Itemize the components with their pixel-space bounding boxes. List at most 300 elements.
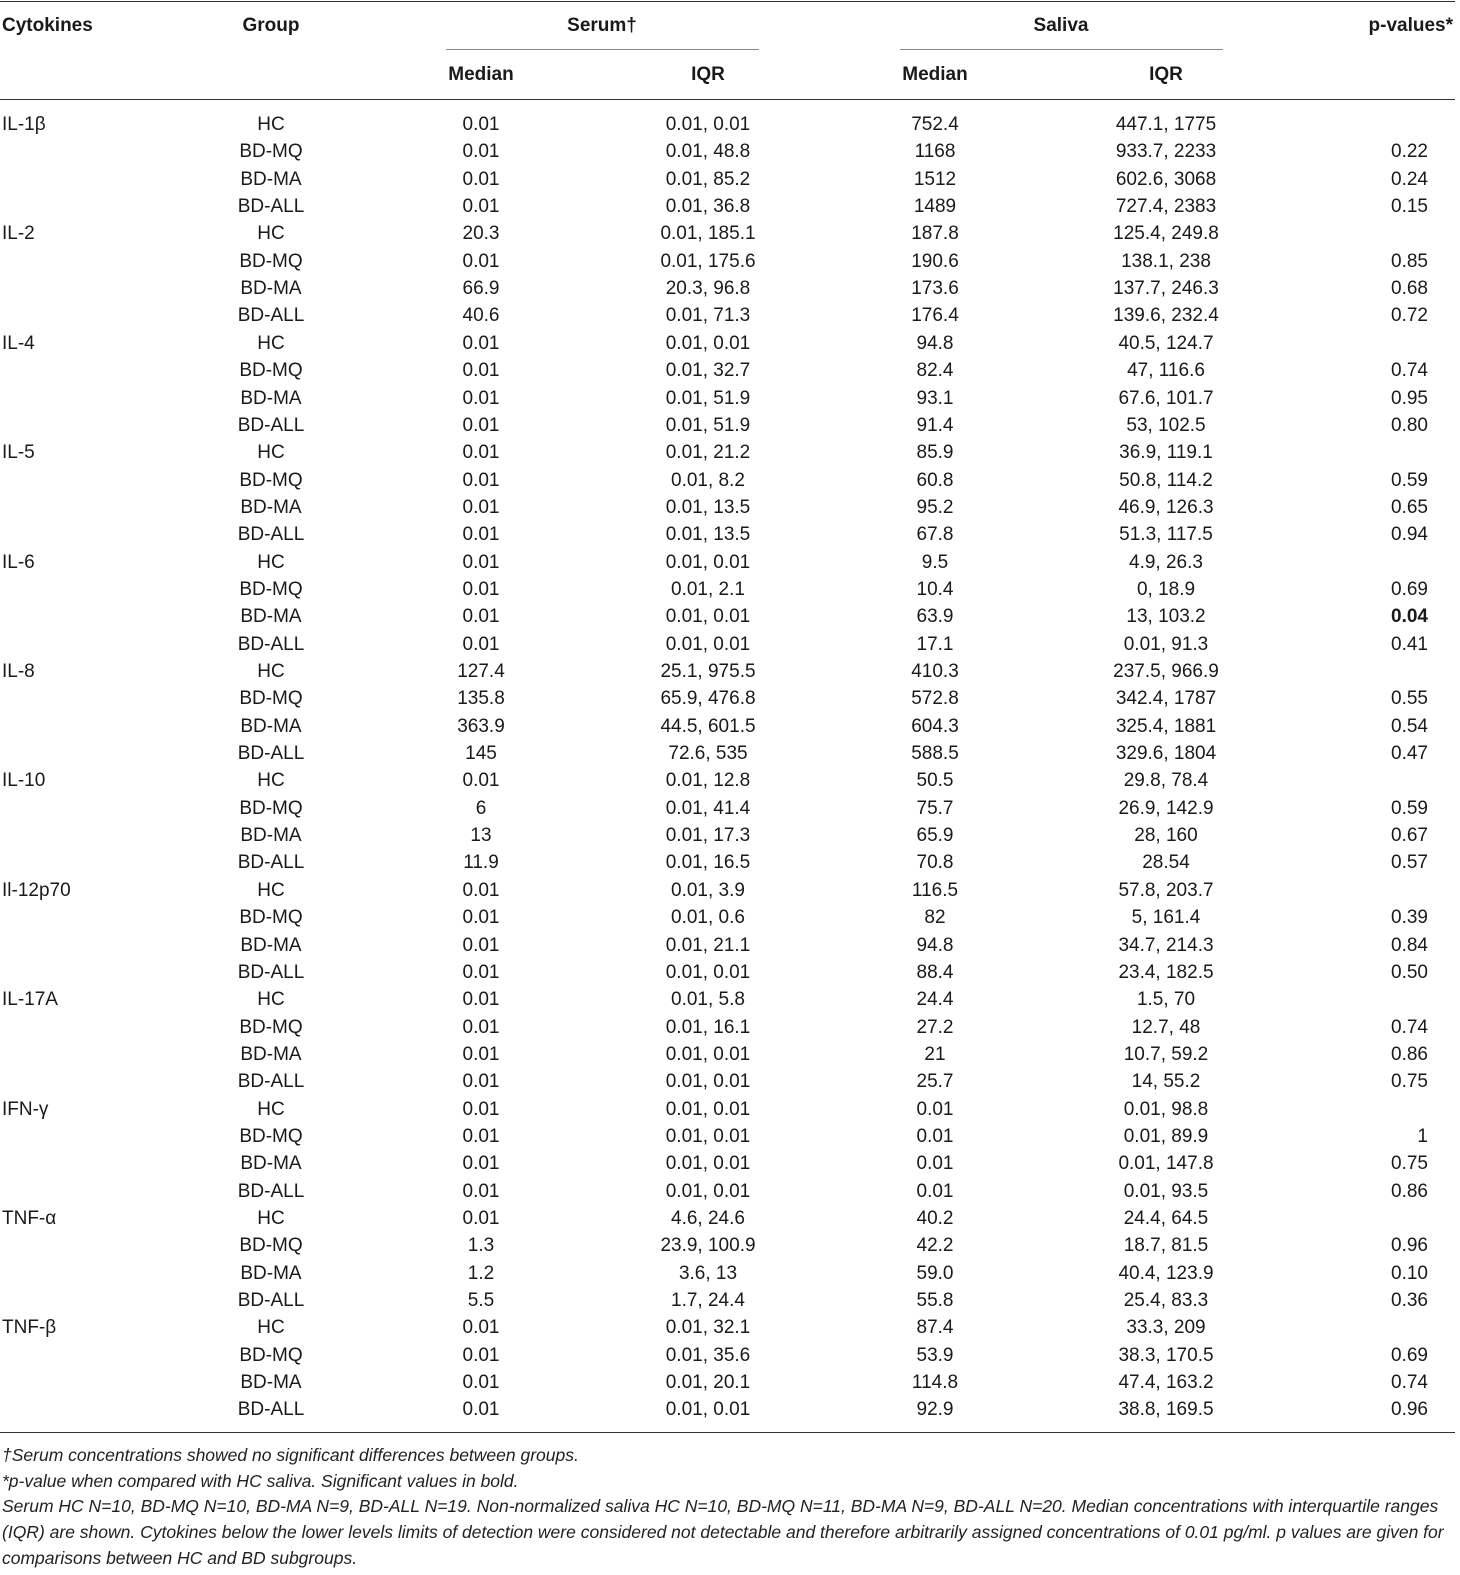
cell-p-value: 0.59 xyxy=(1391,797,1428,819)
cell-serum-median: 0.01 xyxy=(462,1043,500,1065)
cell-serum-median: 0.01 xyxy=(462,469,500,491)
cell-serum-iqr: 0.01, 5.8 xyxy=(671,989,745,1011)
cell-cytokine: IL-8 xyxy=(2,661,35,682)
cell-serum-iqr: 0.01, 0.6 xyxy=(671,907,745,929)
cell-serum-iqr: 23.9, 100.9 xyxy=(660,1235,756,1257)
cell-saliva-iqr: 67.6, 101.7 xyxy=(1118,387,1214,409)
cell-saliva-iqr: 36.9, 119.1 xyxy=(1119,442,1213,464)
cell-serum-median: 40.6 xyxy=(462,305,500,327)
cell-saliva-iqr: 5, 161.4 xyxy=(1131,907,1201,929)
cell-serum-iqr: 0.01, 48.8 xyxy=(665,141,751,163)
cell-serum-median: 127.4 xyxy=(457,661,505,682)
cell-serum-median: 0.01 xyxy=(462,934,500,956)
cell-saliva-median: 0.01 xyxy=(916,1180,954,1202)
cell-serum-iqr: 0.01, 8.2 xyxy=(671,469,745,491)
cell-serum-iqr: 72.6, 535 xyxy=(668,743,748,765)
cell-p-value: 0.75 xyxy=(1391,1153,1428,1175)
cell-saliva-iqr: 18.7, 81.5 xyxy=(1123,1235,1209,1257)
cell-group: BD-MA xyxy=(240,1372,302,1394)
cell-saliva-median: 114.8 xyxy=(911,1372,959,1394)
cell-serum-iqr: 0.01, 21.2 xyxy=(665,442,751,464)
cell-serum-iqr: 65.9, 476.8 xyxy=(660,688,756,710)
cell-saliva-median: 572.8 xyxy=(911,688,959,710)
cell-saliva-median: 0.01 xyxy=(916,1098,954,1120)
cell-group: BD-ALL xyxy=(237,1399,305,1421)
cell-serum-median: 0.01 xyxy=(462,196,500,218)
cell-serum-median: 0.01 xyxy=(462,496,500,518)
cell-serum-iqr: 0.01, 85.2 xyxy=(665,168,751,190)
cell-saliva-iqr: 47.4, 163.2 xyxy=(1118,1372,1214,1394)
cell-serum-median: 135.8 xyxy=(457,688,505,710)
cell-cytokine: IL-17A xyxy=(2,989,58,1011)
cell-p-value: 0.50 xyxy=(1391,961,1428,983)
cell-serum-median: 0.01 xyxy=(462,1208,500,1229)
cell-serum-iqr: 0.01, 17.3 xyxy=(665,825,751,847)
cell-serum-median: 66.9 xyxy=(462,278,500,300)
cell-saliva-median: 63.9 xyxy=(916,606,954,628)
cell-saliva-median: 187.8 xyxy=(911,223,959,245)
cell-saliva-median: 25.7 xyxy=(916,1071,954,1093)
cell-group: HC xyxy=(257,114,285,135)
cell-cytokine: IL-6 xyxy=(2,551,35,573)
cell-group: BD-MA xyxy=(240,1262,302,1284)
cell-serum-median: 0.01 xyxy=(462,114,500,135)
cell-group: BD-ALL xyxy=(237,1290,305,1312)
cell-serum-median: 0.01 xyxy=(462,1153,500,1175)
cell-saliva-iqr: 138.1, 238 xyxy=(1121,250,1211,272)
cell-saliva-iqr: 727.4, 2383 xyxy=(1115,196,1217,218)
cell-serum-iqr: 0.01, 0.01 xyxy=(665,961,751,983)
cell-serum-iqr: 25.1, 975.5 xyxy=(660,661,756,682)
cell-serum-median: 0.01 xyxy=(462,770,500,792)
cell-saliva-iqr: 139.6, 232.4 xyxy=(1113,305,1219,327)
cell-saliva-iqr: 0.01, 89.9 xyxy=(1123,1125,1209,1147)
cell-saliva-median: 75.7 xyxy=(916,797,954,819)
cell-saliva-iqr: 933.7, 2233 xyxy=(1115,141,1217,163)
table-top-rule xyxy=(0,1,1455,2)
cell-group: BD-MQ xyxy=(239,688,303,710)
cell-serum-iqr: 0.01, 71.3 xyxy=(665,305,751,327)
cell-group: HC xyxy=(257,1208,285,1229)
cell-serum-iqr: 0.01, 185.1 xyxy=(660,223,756,245)
cell-saliva-median: 0.01 xyxy=(916,1125,954,1147)
cell-serum-iqr: 44.5, 601.5 xyxy=(660,715,756,737)
cell-serum-median: 1.2 xyxy=(467,1262,495,1284)
cell-serum-median: 0.01 xyxy=(462,1317,500,1339)
cell-serum-median: 0.01 xyxy=(462,250,500,272)
cell-saliva-median: 82 xyxy=(924,907,946,929)
cell-serum-iqr: 0.01, 0.01 xyxy=(665,1071,751,1093)
cell-serum-iqr: 0.01, 0.01 xyxy=(665,1180,751,1202)
cell-saliva-iqr: 46.9, 126.3 xyxy=(1118,496,1214,518)
cell-p-value: 0.65 xyxy=(1391,496,1428,518)
cell-serum-median: 13 xyxy=(470,825,492,847)
cell-saliva-iqr: 137.7, 246.3 xyxy=(1113,278,1219,300)
cell-saliva-median: 24.4 xyxy=(916,989,954,1011)
cell-serum-iqr: 0.01, 0.01 xyxy=(665,551,751,573)
cell-serum-iqr: 0.01, 16.5 xyxy=(665,852,751,874)
header-bottom-rule xyxy=(0,99,1455,100)
cell-saliva-median: 604.3 xyxy=(911,715,959,737)
cell-p-value: 0.36 xyxy=(1391,1290,1428,1312)
cell-saliva-iqr: 50.8, 114.2 xyxy=(1119,469,1213,491)
cell-serum-iqr: 0.01, 0.01 xyxy=(665,1043,751,1065)
cell-saliva-iqr: 0.01, 91.3 xyxy=(1123,633,1209,655)
cell-serum-median: 0.01 xyxy=(462,1399,500,1421)
cell-group: HC xyxy=(257,879,285,901)
header-serum: Serum† xyxy=(567,15,637,36)
cell-saliva-iqr: 25.4, 83.3 xyxy=(1123,1290,1209,1312)
cell-group: HC xyxy=(257,332,285,354)
cell-serum-median: 6 xyxy=(475,797,487,819)
footnote-sample-sizes: Serum HC N=10, BD-MQ N=10, BD-MA N=9, BD-ALL N=19. Non-normalized saliva HC N=10, BD-MQ N=11, BD-MA N=9, BD-ALL N=20. Median concentrations with interquartile ranges (IQR) are shown. Cytokines below the lower levels limits of detection were considered not detectable and therefore arbitrarily assigned concentrations of 0.01 pg/ml. p values are given for comparisons between HC and BD subgroups. xyxy=(2,1496,1444,1568)
cell-saliva-iqr: 4.9, 26.3 xyxy=(1129,551,1203,573)
cell-saliva-median: 94.8 xyxy=(916,332,954,354)
cell-saliva-iqr: 57.8, 203.7 xyxy=(1118,879,1214,901)
cell-serum-median: 20.3 xyxy=(462,223,500,245)
cell-serum-iqr: 0.01, 0.01 xyxy=(665,1125,751,1147)
cell-p-value: 0.84 xyxy=(1391,934,1428,956)
cell-serum-median: 0.01 xyxy=(462,524,500,546)
cell-p-value: 0.96 xyxy=(1391,1235,1428,1257)
cell-p-value: 0.22 xyxy=(1391,141,1428,163)
cell-saliva-iqr: 38.3, 170.5 xyxy=(1118,1344,1214,1366)
cell-saliva-iqr: 34.7, 214.3 xyxy=(1118,934,1214,956)
cell-serum-median: 0.01 xyxy=(462,168,500,190)
cell-group: HC xyxy=(257,661,285,682)
cell-serum-iqr: 0.01, 36.8 xyxy=(665,196,751,218)
cell-cytokine: Il-12p70 xyxy=(2,879,71,901)
cell-group: HC xyxy=(257,223,285,245)
cell-saliva-iqr: 29.8, 78.4 xyxy=(1123,770,1209,792)
cell-saliva-median: 9.5 xyxy=(921,551,949,573)
cell-saliva-iqr: 13, 103.2 xyxy=(1126,606,1206,628)
cell-serum-median: 0.01 xyxy=(462,1344,500,1366)
cell-group: BD-MQ xyxy=(239,1235,303,1257)
cell-group: BD-MA xyxy=(240,934,302,956)
cell-p-value: 0.72 xyxy=(1391,305,1428,327)
cell-saliva-iqr: 47, 116.6 xyxy=(1127,360,1205,382)
cell-group: BD-ALL xyxy=(237,852,305,874)
cell-serum-iqr: 1.7, 24.4 xyxy=(671,1290,745,1312)
cell-saliva-iqr: 602.6, 3068 xyxy=(1115,168,1217,190)
cell-serum-iqr: 0.01, 0.01 xyxy=(665,114,751,135)
cell-saliva-median: 752.4 xyxy=(911,114,959,135)
cell-saliva-median: 176.4 xyxy=(911,305,959,327)
cell-cytokine: TNF-α xyxy=(2,1208,57,1229)
cell-saliva-iqr: 125.4, 249.8 xyxy=(1113,223,1219,245)
cell-group: BD-MA xyxy=(240,278,302,300)
header-serum-median: Median xyxy=(448,64,514,85)
cell-p-value: 0.24 xyxy=(1391,168,1428,190)
cell-group: BD-ALL xyxy=(237,305,305,327)
saliva-spanner-rule xyxy=(900,49,1223,50)
cell-saliva-median: 116.5 xyxy=(911,879,959,901)
cell-serum-median: 0.01 xyxy=(462,907,500,929)
cell-saliva-iqr: 14, 55.2 xyxy=(1131,1071,1201,1093)
cell-saliva-iqr: 1.5, 70 xyxy=(1136,989,1196,1011)
cell-p-value: 0.59 xyxy=(1391,469,1428,491)
cell-p-value: 0.74 xyxy=(1391,360,1428,382)
cell-p-value: 0.10 xyxy=(1391,1262,1428,1284)
cell-serum-iqr: 0.01, 0.01 xyxy=(665,1153,751,1175)
cell-group: BD-MQ xyxy=(239,1016,303,1038)
cell-serum-median: 0.01 xyxy=(462,414,500,436)
cell-saliva-median: 17.1 xyxy=(916,633,954,655)
cell-group: BD-MQ xyxy=(239,578,303,600)
cell-saliva-iqr: 12.7, 48 xyxy=(1131,1016,1201,1038)
cell-saliva-median: 88.4 xyxy=(916,961,954,983)
cell-saliva-iqr: 237.5, 966.9 xyxy=(1113,661,1219,682)
cell-saliva-median: 91.4 xyxy=(916,414,954,436)
cell-serum-median: 0.01 xyxy=(462,387,500,409)
cell-group: HC xyxy=(257,442,285,464)
cell-serum-iqr: 0.01, 51.9 xyxy=(665,387,751,409)
cell-saliva-iqr: 0.01, 93.5 xyxy=(1123,1180,1209,1202)
cell-saliva-median: 190.6 xyxy=(911,250,959,272)
cell-serum-iqr: 0.01, 0.01 xyxy=(665,332,751,354)
table-bottom-rule xyxy=(0,1432,1455,1433)
cell-serum-iqr: 0.01, 13.5 xyxy=(665,524,751,546)
cell-saliva-median: 85.9 xyxy=(916,442,954,464)
cell-group: BD-ALL xyxy=(237,1071,305,1093)
cell-saliva-median: 0.01 xyxy=(916,1153,954,1175)
footnote-serum: †Serum concentrations showed no significant differences between groups. xyxy=(2,1445,579,1465)
cell-cytokine: IL-2 xyxy=(2,223,35,245)
cell-group: BD-ALL xyxy=(237,524,305,546)
cell-serum-median: 0.01 xyxy=(462,141,500,163)
cell-saliva-median: 1489 xyxy=(913,196,957,218)
cell-saliva-iqr: 342.4, 1787 xyxy=(1115,688,1217,710)
cell-serum-iqr: 0.01, 0.01 xyxy=(665,1098,751,1120)
cell-group: BD-ALL xyxy=(237,196,305,218)
cell-saliva-median: 93.1 xyxy=(916,387,954,409)
cell-cytokine: IL-5 xyxy=(2,442,35,464)
cell-serum-median: 0.01 xyxy=(462,1180,500,1202)
cell-p-value: 0.68 xyxy=(1391,278,1428,300)
cell-serum-iqr: 0.01, 21.1 xyxy=(665,934,751,956)
cell-p-value: 0.80 xyxy=(1391,414,1428,436)
cell-serum-median: 0.01 xyxy=(462,879,500,901)
cell-group: BD-MA xyxy=(240,606,302,628)
cell-group: BD-MQ xyxy=(239,469,303,491)
cell-group: BD-ALL xyxy=(237,1180,305,1202)
cell-group: HC xyxy=(257,551,285,573)
cell-serum-median: 0.01 xyxy=(462,1071,500,1093)
cell-p-value: 0.04 xyxy=(1391,606,1428,628)
cell-saliva-median: 65.9 xyxy=(916,825,954,847)
cell-serum-median: 0.01 xyxy=(462,1098,500,1120)
cell-p-value: 0.69 xyxy=(1391,578,1428,600)
cell-p-value: 0.67 xyxy=(1391,825,1428,847)
cell-serum-iqr: 0.01, 51.9 xyxy=(665,414,751,436)
cell-serum-iqr: 0.01, 20.1 xyxy=(665,1372,751,1394)
cell-p-value: 0.85 xyxy=(1391,250,1428,272)
cell-serum-iqr: 0.01, 35.6 xyxy=(665,1344,751,1366)
cell-saliva-median: 40.2 xyxy=(916,1208,954,1229)
cell-saliva-iqr: 28, 160 xyxy=(1134,825,1198,847)
cell-p-value: 0.39 xyxy=(1391,907,1428,929)
cell-saliva-median: 55.8 xyxy=(916,1290,954,1312)
cell-p-value: 0.15 xyxy=(1391,196,1428,218)
cell-saliva-iqr: 325.4, 1881 xyxy=(1115,715,1217,737)
cell-group: BD-MQ xyxy=(239,797,303,819)
serum-spanner-rule xyxy=(446,49,759,50)
cell-serum-median: 0.01 xyxy=(462,1016,500,1038)
header-saliva-iqr: IQR xyxy=(1149,64,1183,85)
cell-serum-median: 0.01 xyxy=(462,332,500,354)
cell-p-value: 0.95 xyxy=(1391,387,1428,409)
cell-group: BD-MA xyxy=(240,387,302,409)
cell-serum-median: 11.9 xyxy=(463,852,499,874)
cell-p-value: 0.75 xyxy=(1391,1071,1428,1093)
cell-saliva-median: 1168 xyxy=(914,141,956,163)
cell-saliva-iqr: 329.6, 1804 xyxy=(1115,743,1217,765)
cell-serum-median: 0.01 xyxy=(462,633,500,655)
cell-serum-iqr: 20.3, 96.8 xyxy=(665,278,751,300)
cell-serum-iqr: 0.01, 16.1 xyxy=(665,1016,751,1038)
cell-serum-iqr: 0.01, 13.5 xyxy=(665,496,751,518)
cell-saliva-iqr: 38.8, 169.5 xyxy=(1118,1399,1214,1421)
cell-saliva-iqr: 447.1, 1775 xyxy=(1115,114,1217,135)
cell-saliva-iqr: 51.3, 117.5 xyxy=(1119,524,1213,546)
cell-saliva-iqr: 23.4, 182.5 xyxy=(1118,961,1214,983)
cell-saliva-iqr: 26.9, 142.9 xyxy=(1118,797,1214,819)
cell-group: BD-MA xyxy=(240,825,302,847)
header-cytokines: Cytokines xyxy=(2,15,93,36)
cell-p-value: 0.86 xyxy=(1391,1180,1428,1202)
cell-serum-median: 0.01 xyxy=(462,606,500,628)
cell-p-value: 0.96 xyxy=(1391,1399,1428,1421)
cell-saliva-iqr: 24.4, 64.5 xyxy=(1123,1208,1209,1229)
cell-group: BD-MQ xyxy=(239,1125,303,1147)
cell-saliva-median: 94.8 xyxy=(916,934,954,956)
cell-cytokine: IFN-γ xyxy=(2,1098,49,1120)
cell-cytokine: IL-10 xyxy=(2,770,46,792)
cell-saliva-iqr: 33.3, 209 xyxy=(1126,1317,1206,1339)
cell-group: BD-MQ xyxy=(239,360,303,382)
cell-serum-iqr: 3.6, 13 xyxy=(678,1262,738,1284)
cell-saliva-iqr: 0.01, 147.8 xyxy=(1118,1153,1214,1175)
cell-group: HC xyxy=(257,1317,285,1339)
cell-cytokine: TNF-β xyxy=(2,1317,57,1339)
cell-p-value: 0.54 xyxy=(1391,715,1428,737)
cell-saliva-iqr: 40.5, 124.7 xyxy=(1118,332,1214,354)
footnote-pvalue: *p-value when compared with HC saliva. Significant values in bold. xyxy=(2,1471,519,1491)
cell-p-value: 0.55 xyxy=(1391,688,1428,710)
header-group: Group xyxy=(242,15,300,36)
cell-serum-iqr: 0.01, 32.1 xyxy=(665,1317,751,1339)
cell-p-value: 0.47 xyxy=(1391,743,1428,765)
cell-serum-iqr: 4.6, 24.6 xyxy=(671,1208,745,1229)
cell-p-value: 0.57 xyxy=(1391,852,1428,874)
cell-serum-median: 1.3 xyxy=(467,1235,495,1257)
cell-group: BD-MA xyxy=(240,496,302,518)
cell-saliva-median: 27.2 xyxy=(916,1016,954,1038)
cell-group: BD-MA xyxy=(240,1153,302,1175)
cell-serum-iqr: 0.01, 3.9 xyxy=(671,879,745,901)
cell-saliva-median: 82.4 xyxy=(916,360,954,382)
cell-serum-iqr: 0.01, 0.01 xyxy=(665,1399,751,1421)
cell-saliva-iqr: 40.4, 123.9 xyxy=(1118,1262,1214,1284)
cell-saliva-median: 59.0 xyxy=(916,1262,954,1284)
cell-group: BD-ALL xyxy=(237,414,305,436)
cell-serum-median: 0.01 xyxy=(462,961,500,983)
cell-p-value: 0.69 xyxy=(1391,1344,1428,1366)
cell-saliva-iqr: 0.01, 98.8 xyxy=(1123,1098,1209,1120)
cell-serum-median: 0.01 xyxy=(462,1125,500,1147)
cell-group: HC xyxy=(257,989,285,1011)
cell-saliva-median: 50.5 xyxy=(916,770,954,792)
cell-serum-median: 363.9 xyxy=(457,715,505,737)
header-saliva: Saliva xyxy=(1033,15,1089,36)
cell-saliva-median: 67.8 xyxy=(916,524,954,546)
cell-saliva-median: 1512 xyxy=(913,168,957,190)
cell-group: BD-ALL xyxy=(237,743,305,765)
cell-group: BD-MQ xyxy=(239,1344,303,1366)
header-serum-iqr: IQR xyxy=(691,64,725,85)
cell-serum-iqr: 0.01, 0.01 xyxy=(665,606,751,628)
cell-saliva-iqr: 53, 102.5 xyxy=(1126,414,1206,436)
cell-group: HC xyxy=(257,770,285,792)
header-saliva-median: Median xyxy=(902,64,968,85)
cell-serum-median: 0.01 xyxy=(462,551,500,573)
cell-p-value: 0.94 xyxy=(1391,524,1428,546)
cell-saliva-median: 10.4 xyxy=(916,578,954,600)
cell-serum-median: 0.01 xyxy=(462,989,500,1011)
cell-saliva-median: 60.8 xyxy=(916,469,954,491)
cell-saliva-median: 410.3 xyxy=(911,661,959,682)
cell-p-value: 0.74 xyxy=(1391,1016,1428,1038)
cell-saliva-median: 92.9 xyxy=(916,1399,954,1421)
cell-p-value: 0.41 xyxy=(1391,633,1428,655)
cell-serum-iqr: 0.01, 41.4 xyxy=(665,797,751,819)
cell-saliva-median: 87.4 xyxy=(916,1317,954,1339)
cell-saliva-median: 173.6 xyxy=(911,278,959,300)
cell-saliva-median: 588.5 xyxy=(911,743,959,765)
cell-saliva-iqr: 10.7, 59.2 xyxy=(1123,1043,1209,1065)
cell-serum-iqr: 0.01, 2.1 xyxy=(671,578,745,600)
cell-saliva-median: 21 xyxy=(924,1043,946,1065)
cell-cytokine: IL-4 xyxy=(2,332,35,354)
cell-group: BD-ALL xyxy=(237,633,305,655)
cell-serum-median: 145 xyxy=(465,743,497,765)
cell-group: BD-MA xyxy=(240,168,302,190)
cell-saliva-median: 70.8 xyxy=(916,852,954,874)
cell-group: HC xyxy=(257,1098,285,1120)
cell-group: BD-MA xyxy=(240,1043,302,1065)
header-pvalues: p-values* xyxy=(1368,15,1453,36)
cell-group: BD-ALL xyxy=(237,961,305,983)
cell-serum-median: 0.01 xyxy=(462,360,500,382)
cell-serum-median: 0.01 xyxy=(462,442,500,464)
cell-serum-median: 0.01 xyxy=(462,1372,500,1394)
cell-p-value: 0.74 xyxy=(1391,1372,1428,1394)
cell-group: BD-MQ xyxy=(239,250,303,272)
cell-serum-iqr: 0.01, 0.01 xyxy=(665,633,751,655)
cell-saliva-iqr: 28.54 xyxy=(1142,852,1190,874)
cell-group: BD-MQ xyxy=(239,141,303,163)
cell-serum-iqr: 0.01, 12.8 xyxy=(665,770,751,792)
cell-saliva-median: 95.2 xyxy=(916,496,954,518)
cell-saliva-median: 53.9 xyxy=(916,1344,954,1366)
cell-group: BD-MQ xyxy=(239,907,303,929)
cell-serum-iqr: 0.01, 175.6 xyxy=(660,250,756,272)
cell-saliva-median: 42.2 xyxy=(916,1235,954,1257)
cell-serum-median: 0.01 xyxy=(462,578,500,600)
cell-cytokine: IL-1β xyxy=(2,114,46,135)
cell-p-value: 1 xyxy=(1417,1125,1428,1147)
